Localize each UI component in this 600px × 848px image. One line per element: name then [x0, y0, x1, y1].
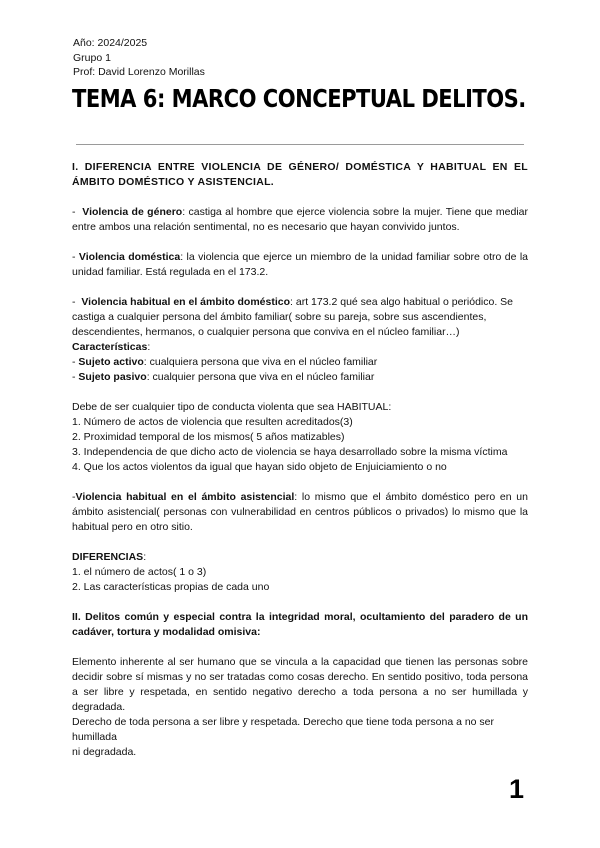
text-violencia-domestica: : la violencia que ejerce un miembro de la unidad familiar sobre otro de la unidad familiar. Está regulada en el 173.2. — [72, 251, 529, 278]
habitual-list-item: 1. Número de actos de violencia que resulten acreditados(3) — [72, 416, 353, 428]
text-violencia-habitual: : art 173.2 qué sea algo habitual o periódico. Se castiga a cualquier persona del ámbito familiar( sobre su pareja, sobre sus ascendientes, descendientes, hermanos, o cualquier persona que conviva en el núcleo familiar…) — [72, 296, 514, 338]
document-header — [73, 36, 205, 80]
title-divider — [76, 144, 524, 145]
diferencias-label: DIFERENCIAS: — [72, 551, 147, 563]
diferencias-list-item: 1. el número de actos( 1 o 3) — [72, 566, 207, 578]
term-sujeto-activo: Sujeto activo — [78, 356, 144, 368]
sujeto-activo-line: - Sujeto activo: cualquiera persona que viva en el núcleo familiar — [72, 356, 378, 368]
habitual-intro: Debe de ser cualquier tipo de conducta violenta que sea HABITUAL: — [72, 401, 392, 413]
text-violencia-genero: : castiga al hombre que ejerce violencia sobre la mujer. Tiene que mediar entre ambos una relación sentimental, no es necesario que hayan convivido juntos. — [72, 206, 528, 233]
document-body — [72, 160, 528, 760]
paragraph-violencia-genero: - Violencia de género: castiga al hombre que ejerce violencia sobre la mujer. Tiene que mediar entre ambos una relación sentimental, no es necesario que hayan convivido juntos. — [72, 206, 528, 233]
page-number: 1 — [509, 774, 525, 804]
document-title: TEMA 6: MARCO CONCEPTUAL DELITOS. — [72, 84, 526, 113]
course-group: Grupo 1 — [73, 51, 111, 64]
term-violencia-genero: Violencia de género — [82, 206, 183, 218]
section-2-heading: II. Delitos común y especial contra la integridad moral, ocultamiento del paradero de un cadáver, tortura y modalidad omisiva: — [72, 611, 528, 638]
paragraph-violencia-habitual: - Violencia habitual en el ámbito doméstico: art 173.2 qué sea algo habitual o periódico. Se castiga a cualquier persona del ámbito familiar( sobre su pareja, sobre sus ascendientes, descendientes, hermanos, o cualquier persona que conviva en el núcleo familiar…) — [72, 296, 514, 338]
paragraph-violencia-asistencial: -Violencia habitual en el ámbito asistencial: lo mismo que el ámbito doméstico pero en un ámbito asistencial( personas con vulnerabilidad en centros públicos o privados) lo mismo que la habitual pero en otro sitio. — [72, 491, 528, 533]
section-2-paragraph-2-end: ni degradada. — [72, 746, 137, 758]
habitual-list-item: 3. Independencia de que dicho acto de violencia se haya desarrollado sobre la misma víctima — [72, 446, 508, 458]
sujeto-pasivo-line: - Sujeto pasivo: cualquier persona que viva en el núcleo familiar — [72, 371, 375, 383]
habitual-list-item: 2. Proximidad temporal de los mismos( 5 años matizables) — [72, 431, 345, 443]
professor-name: Prof: David Lorenzo Morillas — [73, 66, 205, 78]
section-1-heading: I. DIFERENCIA ENTRE VIOLENCIA DE GÉNERO/ DOMÉSTICA Y HABITUAL EN EL ÁMBITO DOMÉSTICO Y ASISTENCIAL. — [72, 161, 528, 188]
term-violencia-habitual: Violencia habitual en el ámbito doméstico — [81, 296, 291, 308]
caracteristicas-label: Características: — [72, 341, 151, 353]
term-sujeto-pasivo: Sujeto pasivo — [78, 371, 147, 383]
term-violencia-asistencial: Violencia habitual en el ámbito asistencial — [75, 491, 295, 503]
section-2-paragraph-2: Derecho de toda persona a ser libre y respetada. Derecho que tiene toda persona a no ser humillada — [72, 716, 495, 743]
habitual-list-item: 4. Que los actos violentos da igual que hayan sido objeto de Enjuiciamiento o no — [72, 461, 447, 473]
course-year: Año: 2024/2025 — [73, 37, 148, 49]
term-violencia-domestica: Violencia doméstica — [78, 251, 181, 263]
paragraph-violencia-domestica: - Violencia doméstica: la violencia que ejerce un miembro de la unidad familiar sobre otro de la unidad familiar. Está regulada en el 173.2. — [72, 251, 529, 278]
diferencias-list-item: 2. Las características propias de cada uno — [72, 581, 270, 593]
section-2-paragraph-1: Elemento inherente al ser humano que se vincula a la capacidad que tienen las personas sobre decidir sobre sí mismas y no ser tratadas como cosas derecho. En sentido positivo, toda persona a ser libre y respetada, en sentido negativo derecho a toda persona a no ser humillada y degradada. — [72, 656, 528, 713]
